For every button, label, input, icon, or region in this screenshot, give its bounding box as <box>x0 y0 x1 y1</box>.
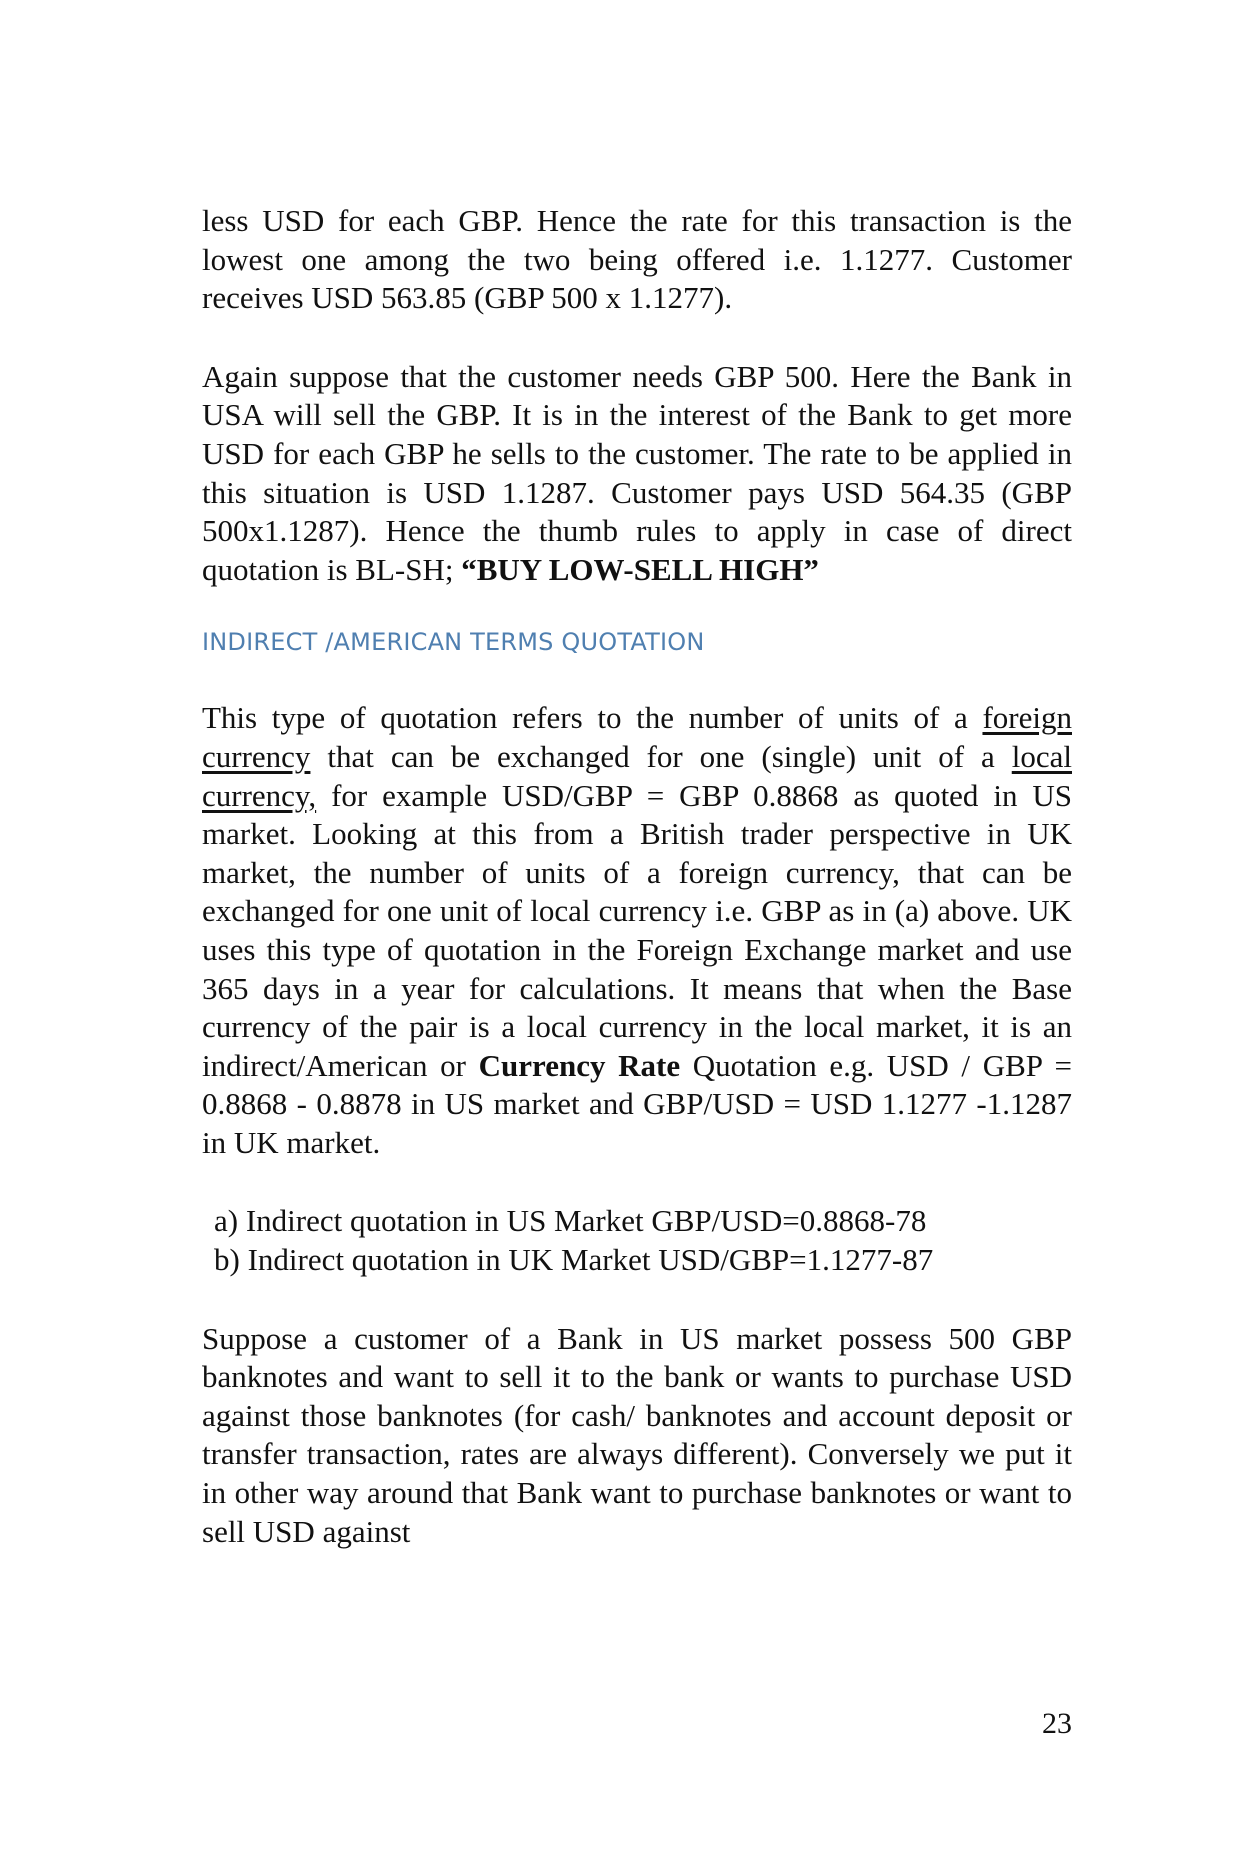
list-item: a) Indirect quotation in US Market GBP/USD=0.8868-78 <box>214 1203 927 1239</box>
list-item: b) Indirect quotation in UK Market USD/GBP=1.1277-87 <box>214 1242 934 1278</box>
buy-low-sell-high-emphasis: “BUY LOW-SELL HIGH” <box>461 551 819 587</box>
page-number: 23 <box>1042 1707 1072 1740</box>
foreign-currency-underline: foreign currency <box>202 700 1072 774</box>
paragraph-1: less USD for each GBP. Hence the rate for this transaction is the lowest one among the two being offered i.e. 1.1277. Customer receives USD 563.85 (GBP 500 x 1.1277). <box>202 203 1072 316</box>
paragraph-3 <box>202 699 1072 1162</box>
paragraph-3-text-a: This type of quotation refers to the number of units of a <box>202 700 983 736</box>
paragraph-4: Suppose a customer of a Bank in US market possess 500 GBP banknotes and want to sell it to the bank or wants to purchase USD against those banknotes (for cash/ banknotes and account deposit or transfer transaction, rates are always different). Conversely we put it in other way around that Bank want to purchase banknotes or want to sell USD against <box>202 1320 1072 1549</box>
paragraph-3-text-b: that can be exchanged for one (single) unit of a <box>310 738 1012 774</box>
local-currency-underline: local currency, <box>202 738 1072 813</box>
paragraph-3-text-d: Quotation e.g. USD / GBP = 0.8868 - 0.8878 in US market and GBP/USD = USD 1.1277 -1.1287 in UK market. <box>202 1047 1072 1160</box>
paragraph-2 <box>202 358 1072 590</box>
paragraph-2-text: Again suppose that the customer needs GBP 500. Here the Bank in USA will sell the GBP. It is in the interest of the Bank to get more USD for each GBP he sells to the customer. The rate to be applied in this situation is USD 1.1287. Customer pays USD 564.35 (GBP 500x1.1287). Hence the thumb rules to apply in case of direct quotation is BL-SH; <box>202 358 1072 587</box>
currency-rate-emphasis: Currency Rate <box>478 1047 681 1083</box>
page-body <box>202 202 1072 1551</box>
quotation-list <box>202 1202 1072 1279</box>
paragraph-3-text-c: for example USD/GBP = GBP 0.8868 as quoted in US market. Looking at this from a British trader perspective in UK market, the number of units of a foreign currency, that can be exchanged for one unit of local currency i.e. GBP as in (a) above. UK uses this type of quotation in the Foreign Exchange market and use 365 days in a year for calculations. It means that when the Base currency of the pair is a local currency in the local market, it is an indirect/American or <box>202 777 1072 1083</box>
section-heading: INDIRECT /AMERICAN TERMS QUOTATION <box>202 628 705 657</box>
